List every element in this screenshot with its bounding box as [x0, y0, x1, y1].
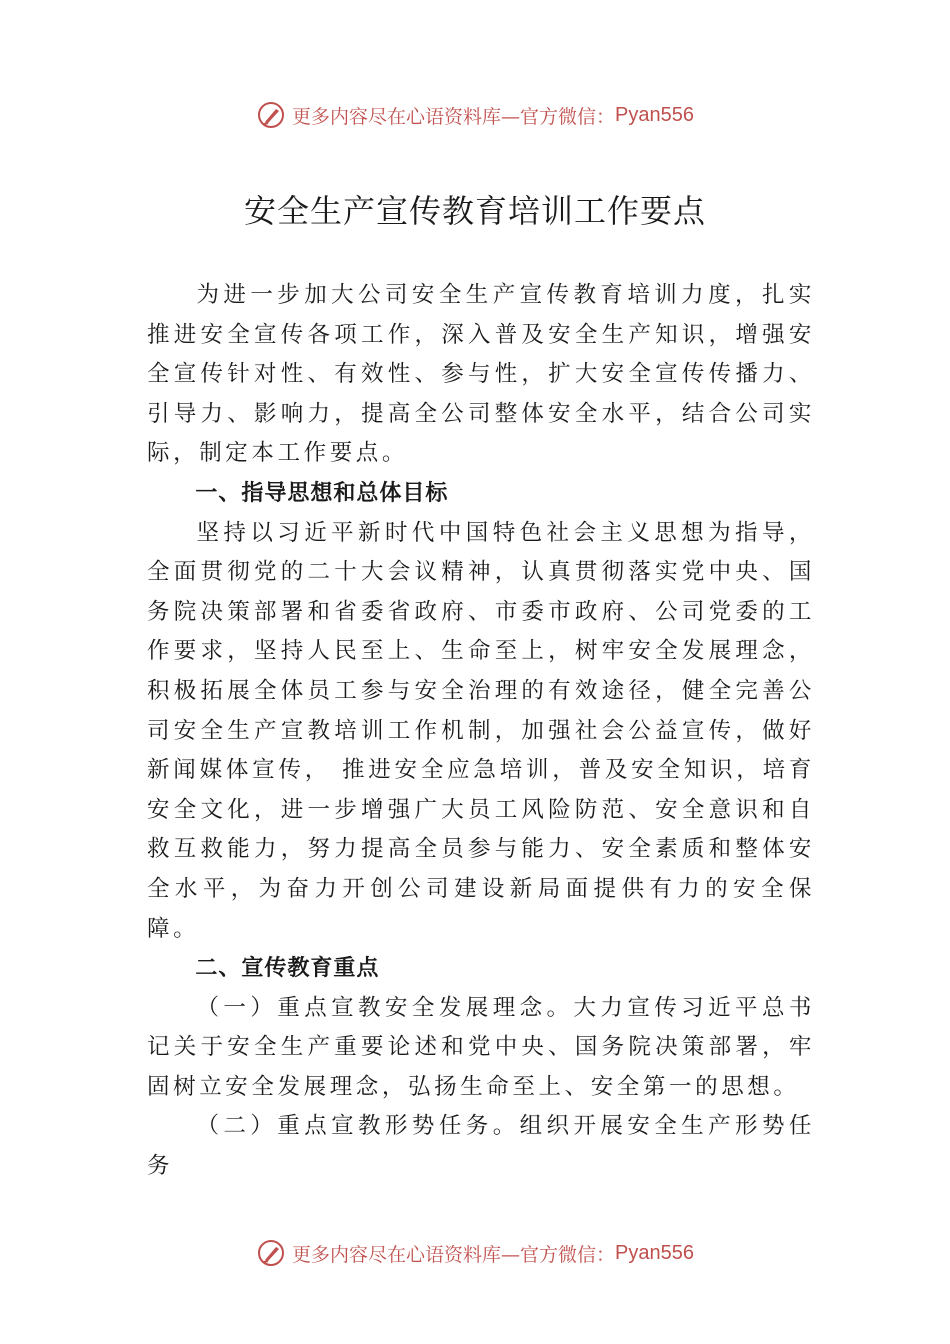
document-title: 安全生产宣传教育培训工作要点	[243, 192, 706, 230]
watermark-id: Pyan556	[615, 1241, 694, 1264]
watermark-footer	[0, 1233, 950, 1273]
section-2-item-2: （二）重点宣教形势任务。组织开展安全生产形势任务	[147, 1113, 815, 1180]
watermark-id: Pyan556	[615, 103, 694, 126]
watermark-header	[0, 95, 950, 135]
section-heading-1: 一、指导思想和总体目标	[195, 480, 449, 506]
quill-pen-icon	[256, 1238, 286, 1268]
section-heading-2: 二、宣传教育重点	[195, 956, 380, 982]
section-2-item-1: （一）重点宣教安全发展理念。大力宣传习近平总书记关于安全生产重要论述和党中央、国务院决策部署，牢固树立安全发展理念，弘扬生命至上、安全第一的思想。	[147, 994, 815, 1100]
watermark-text: 更多内容尽在心语资料库—官方微信：	[292, 1243, 616, 1266]
watermark-text: 更多内容尽在心语资料库—官方微信：	[292, 105, 616, 128]
quill-pen-icon	[256, 100, 286, 130]
intro-paragraph: 为进一步加大公司安全生产宣传教育培训力度，扎实推进安全宣传各项工作，深入普及安全生产知识，增强安全宣传针对性、有效性、参与性，扩大安全宣传传播力、引导力、影响力，提高全公司整体安全水平，结合公司实际，制定本工作要点。	[147, 282, 815, 467]
document-body	[147, 276, 815, 1187]
section-1-paragraph: 坚持以习近平新时代中国特色社会主义思想为指导，全面贯彻党的二十大会议精神，认真贯彻落实党中央、国务院决策部署和省委省政府、市委市政府、公司党委的工作要求，坚持人民至上、生命至上，树牢安全发展理念，积极拓展全体员工参与安全治理的有效途径，健全完善公司安全生产宣教培训工作机制，加强社会公益宣传，做好新闻媒体宣传， 推进安全应急培训，普及安全知识，培育安全文化，进一步增强广大员工风险防范、安全意识和自救互救能力，努力提高全员参与能力、安全素质和整体安全水平，为奋力开创公司建设新局面提供有力的安全保障。	[147, 519, 815, 942]
